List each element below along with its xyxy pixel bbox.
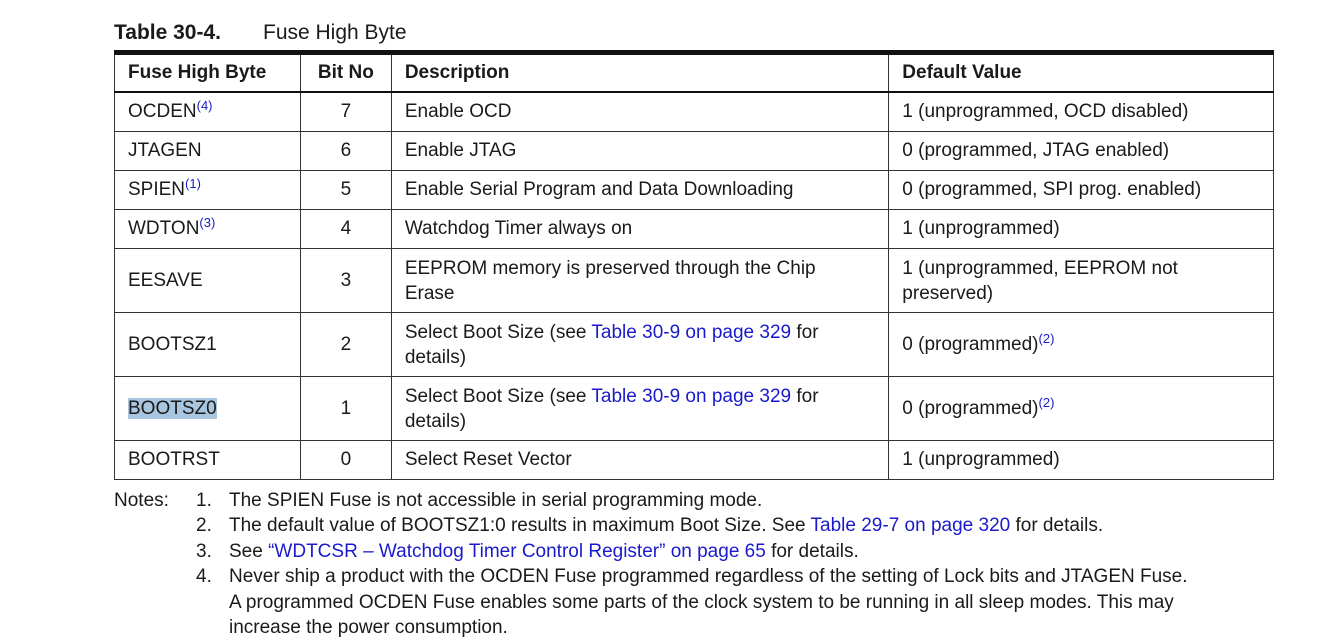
table-caption — [114, 21, 407, 45]
bit-no: 4 — [300, 210, 391, 249]
default-value: 1 (unprogrammed) — [889, 441, 1274, 480]
note-item: 4. Never ship a product with the OCDEN Fuse programmed regardless of the setting of Lock bits and JTAGEN Fuse. A programmed OCDEN Fuse enables some parts of the clock system to be running in all sleep modes. This may increase the power consumption. — [196, 566, 1188, 639]
table-row — [115, 132, 1274, 171]
bit-no: 0 — [300, 441, 391, 480]
fuse-name: JTAGEN — [115, 132, 301, 171]
default-value: 0 (programmed)$^{(2)}$ — [889, 377, 1274, 441]
notes-label: Notes: — [114, 490, 169, 511]
default-value: 0 (programmed, JTAG enabled) — [889, 132, 1274, 171]
bit-no: 5 — [300, 171, 391, 210]
description: EEPROM memory is preserved through the Chip Erase — [391, 249, 888, 313]
header-fuse-high-byte: Fuse High Byte — [115, 55, 301, 92]
table-row — [115, 92, 1274, 132]
footnote-ref[interactable]: (3) — [199, 215, 216, 230]
default-value: 1 (unprogrammed) — [889, 210, 1274, 249]
fuse-name: BOOTRST — [115, 441, 301, 480]
fuse-high-byte-table — [114, 55, 1274, 480]
table-header-row — [115, 55, 1274, 92]
description: Select Boot Size (see Table 30-9 on page 329 for details) — [391, 377, 888, 441]
header-default-value: Default Value — [889, 55, 1274, 92]
note-item: 1. The SPIEN Fuse is not accessible in serial programming mode. — [196, 490, 763, 511]
description: Select Boot Size (see Table 30-9 on page 329 for details) — [391, 313, 888, 377]
notes-list — [196, 488, 1337, 640]
header-bit-no: Bit No — [300, 55, 391, 92]
wdtcsr-link[interactable]: “WDTCSR – Watchdog Timer Control Register” on page 65 — [268, 540, 766, 562]
table-30-9-link[interactable]: Table 30-9 on page 329 — [591, 321, 792, 343]
bit-no: 2 — [300, 313, 391, 377]
note-item: 3. See “WDTCSR – Watchdog Timer Control Register” on page 65 for details. — [196, 540, 859, 562]
default-value: 1 (unprogrammed, OCD disabled) — [889, 92, 1274, 132]
table-number: Table 30-4. — [114, 21, 221, 44]
default-value: 0 (programmed)$^{(2)}$ — [889, 313, 1274, 377]
description: Enable JTAG — [391, 132, 888, 171]
table-row — [115, 171, 1274, 210]
description: Watchdog Timer always on — [391, 210, 888, 249]
fuse-name: WDTON$^{(3)}$ — [115, 210, 301, 249]
table-row — [115, 377, 1274, 441]
table-row — [115, 249, 1274, 313]
bit-no: 1 — [300, 377, 391, 441]
table-row — [115, 441, 1274, 480]
description: Enable Serial Program and Data Downloading — [391, 171, 888, 210]
fuse-name: BOOTSZ1 — [115, 313, 301, 377]
default-value: 0 (programmed, SPI prog. enabled) — [889, 171, 1274, 210]
table-30-9-link[interactable]: Table 30-9 on page 329 — [591, 385, 792, 407]
note-item: 2. The default value of BOOTSZ1:0 results in maximum Boot Size. See Table 29-7 on page 320 for details. — [196, 515, 1104, 537]
bit-no: 6 — [300, 132, 391, 171]
footnote-ref[interactable]: (1) — [185, 176, 201, 191]
selected-text[interactable]: BOOTSZ0 — [128, 398, 217, 419]
description: Select Reset Vector — [391, 441, 888, 480]
fuse-name: SPIEN$^{(1)}$ — [115, 171, 301, 210]
header-description: Description — [391, 55, 888, 92]
footnote-ref[interactable]: (2) — [1038, 331, 1055, 346]
fuse-name — [115, 377, 301, 441]
table-row — [115, 313, 1274, 377]
description: Enable OCD — [391, 92, 888, 132]
fuse-name: EESAVE — [115, 249, 301, 313]
table-29-7-link[interactable]: Table 29-7 on page 320 — [810, 515, 1011, 537]
table-title: Fuse High Byte — [263, 21, 407, 44]
bit-no: 3 — [300, 249, 391, 313]
footnote-ref[interactable]: (4) — [196, 98, 213, 113]
default-value: 1 (unprogrammed, EEPROM not preserved) — [889, 249, 1274, 313]
table-row — [115, 210, 1274, 249]
footnote-ref[interactable]: (2) — [1038, 395, 1055, 410]
fuse-name: OCDEN$^{(4)}$ — [115, 92, 301, 132]
bit-no: 7 — [300, 92, 391, 132]
